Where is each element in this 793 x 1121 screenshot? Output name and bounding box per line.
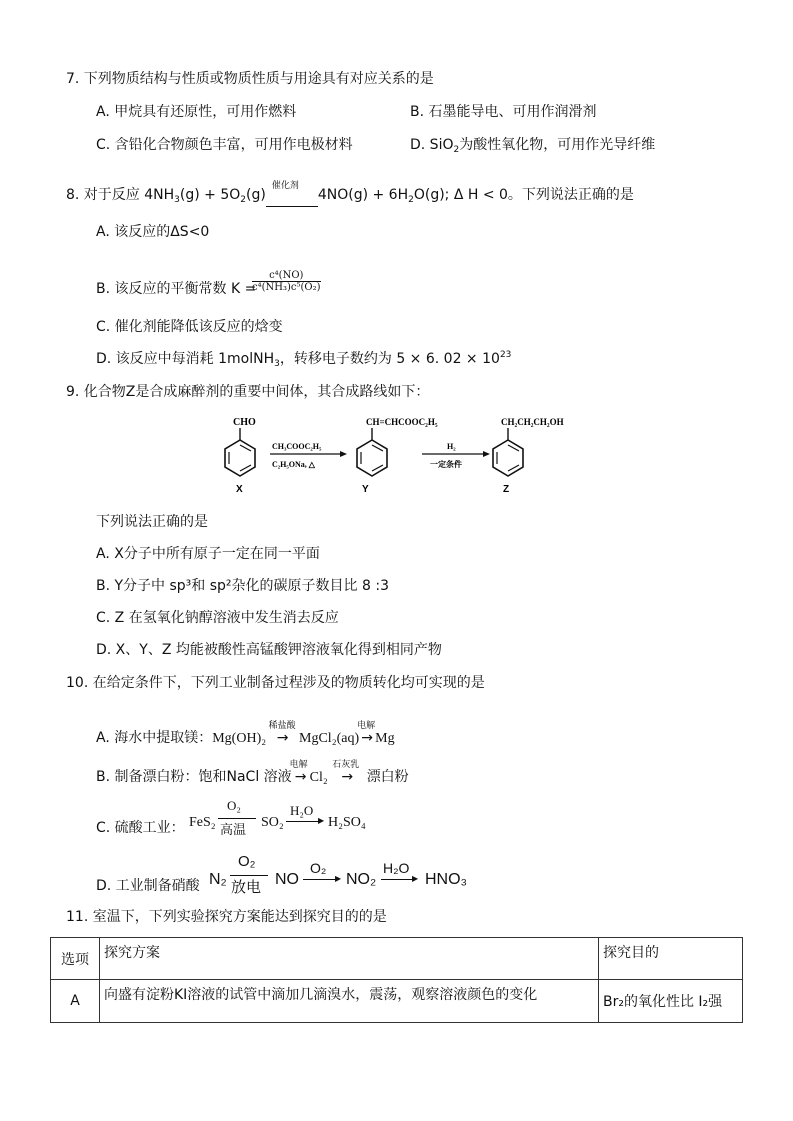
q9-option-a: A. X分子中所有原子一定在同一平面	[96, 546, 320, 562]
y-label: Y	[362, 484, 369, 495]
q11-experiment-table	[50, 937, 743, 1023]
q10c-so2: SO₂	[261, 815, 284, 830]
q7-option-d: D. SiO$_2$为酸性氧化物，可用作光导纤维	[410, 137, 656, 155]
row-a-plan: 向盛有淀粉KI溶液的试管中滴加几滴溴水，震荡，观察溶液颜色的变化	[100, 980, 599, 1023]
q10c-fes2: FeS₂	[189, 815, 216, 830]
q10c-h2so4: H₂SO₄	[328, 815, 366, 830]
header-plan: 探究方案	[100, 938, 599, 980]
q10d-arrow-3	[381, 879, 416, 880]
q11-stem: 11. 室温下，下列实验探究方案能达到探究目的的是	[66, 909, 387, 925]
z-label: Z	[503, 484, 510, 495]
y-side-chain: CH=CHCOOC₂H₅	[366, 417, 438, 427]
q8-reaction-line	[266, 206, 318, 207]
q10-option-b: B. 制备漂白粉：饱和NaCl 溶液 电解 → Cl₂ 石灰乳 → 漂白粉	[96, 766, 409, 786]
q7-option-c: C. 含铅化合物颜色丰富，可用作电极材料	[96, 137, 353, 153]
q8-fraction-denominator: c⁴(NH₃)c⁵(O₂)	[252, 282, 321, 293]
q9-option-b: B. Y分子中 sp³和 sp²杂化的碳原子数目比 8 :3	[96, 578, 389, 594]
header-purpose: 探究目的	[599, 938, 743, 980]
q10d-no: NO	[275, 871, 299, 888]
q10c-h2o: H₂O	[290, 803, 314, 818]
q8-option-d: D. 该反应中每消耗 1molNH$_3$，转移电子数约为 5 × 6. $02 \times 10^{23}$	[96, 350, 512, 369]
z-side-chain: CH₂CH₂CH₂OH	[501, 417, 564, 427]
row-a-option: A	[51, 980, 100, 1023]
header-option: 选项	[51, 938, 100, 980]
q9-lead: 下列说法正确的是	[96, 514, 208, 530]
q9-stem: 9. 化合物Z是合成麻醉剂的重要中间体，其合成路线如下：	[66, 384, 430, 400]
q10c-arrow-2	[286, 821, 322, 822]
q7-option-a: A. 甲烷具有还原性，可用作燃料	[96, 104, 297, 120]
q8-equilibrium-fraction	[252, 270, 321, 293]
x-cho-group: CHO	[233, 417, 256, 428]
q10c-o2: O₂	[227, 798, 241, 813]
reagent1-top: CH₃COOC₂H₅	[272, 442, 322, 451]
q9-option-d: D. X、Y、Z 均能被酸性高锰酸钾溶液氧化得到相同产物	[96, 642, 442, 658]
q10a-condition-2: 电解	[357, 721, 376, 731]
q9-synthesis-route	[200, 410, 600, 498]
q7-option-b: B. 石墨能导电、可用作润滑剂	[410, 104, 597, 120]
q10c-high-temp: 高温	[220, 823, 247, 838]
q10-option-d-label: D. 工业制备硝酸	[96, 878, 200, 894]
reagent1-bottom: C₂H₅ONa, △	[272, 460, 315, 469]
reagent2-top: H₂	[447, 442, 456, 451]
q8-option-a: A. 该反应的ΔS<0	[96, 224, 210, 240]
q8-fraction-numerator: c⁴(NO)	[252, 270, 321, 282]
q9-option-c: C. Z 在氢氧化钠醇溶液中发生消去反应	[96, 610, 339, 626]
q8-option-b-label: B. 该反应的平衡常数 K =	[96, 281, 257, 297]
q8-catalyst-label: 催化剂	[271, 181, 299, 191]
q8-stem: 8. 对于反应 $4NH_3(g) + 5O_2(g)$ 催化剂 $4NO(g) + 6H_2O(g)$; Δ H < 0。下列说法正确的是	[66, 184, 634, 205]
q7-stem: 7. 下列物质结构与性质或物质性质与用途具有对应关系的是	[66, 71, 434, 87]
q10d-o2: O₂	[310, 860, 327, 876]
q10-option-c-label: C. 硫酸工业：	[96, 820, 185, 836]
x-label: X	[236, 484, 243, 495]
table-row	[51, 980, 743, 1023]
q10d-hno3: HNO₃	[425, 871, 468, 888]
q10d-discharge: 放电	[231, 878, 262, 896]
q10b-condition-2: 石灰乳	[332, 760, 360, 770]
q8-option-c: C. 催化剂能降低该反应的焓变	[96, 319, 283, 335]
table-header-row	[51, 938, 743, 980]
q10d-no2: NO₂	[346, 871, 377, 888]
q10a-condition-1: 稀盐酸	[268, 721, 296, 731]
q10d-h2o: H₂O	[383, 860, 410, 876]
q10b-condition-1: 电解	[289, 760, 308, 770]
q10d-o2-top: O₂	[238, 853, 256, 870]
q10-option-a: A. 海水中提取镁：Mg(OH)₂ 稀盐酸 → MgCl₂(aq) 电解 → Mg	[96, 727, 395, 747]
q10d-n2: N₂	[209, 871, 227, 888]
reagent2-bottom: 一定条件	[430, 460, 462, 469]
row-a-purpose: Br₂的氧化性比 I₂强	[599, 980, 743, 1023]
q10-stem: 10. 在给定条件下，下列工业制备过程涉及的物质转化均可实现的是	[66, 675, 485, 691]
q10d-arrow-2	[303, 879, 339, 880]
